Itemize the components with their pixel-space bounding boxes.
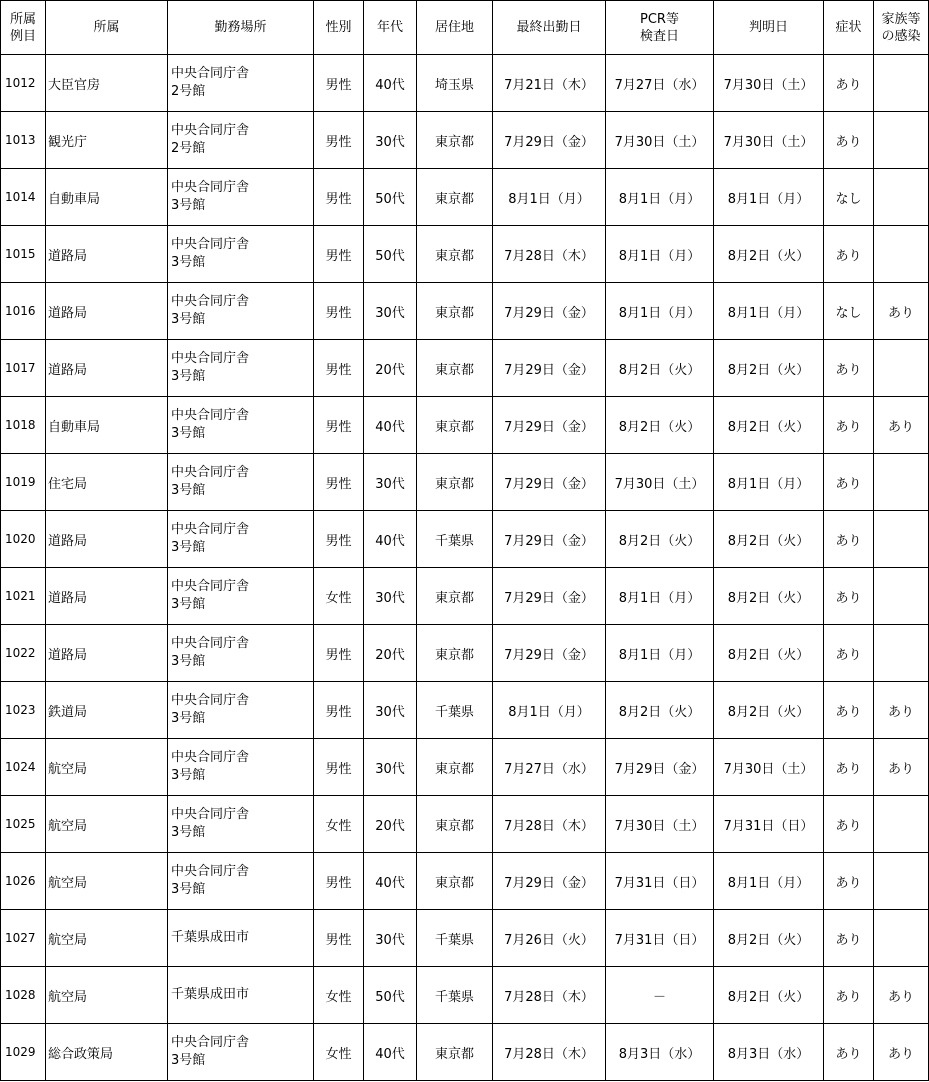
cell-sex: 男性 (314, 853, 364, 910)
cell-sex: 女性 (314, 568, 364, 625)
cell-last-workday: 7月28日（木） (493, 1024, 606, 1081)
cell-department: 鉄道局 (46, 682, 168, 739)
cell-age: 40代 (364, 55, 417, 112)
header-department: 所属 (46, 1, 168, 55)
cell-department: 道路局 (46, 625, 168, 682)
cell-sex: 男性 (314, 511, 364, 568)
cell-confirmed-date: 7月30日（土） (714, 55, 824, 112)
table-row (1, 1024, 929, 1081)
table-row (1, 568, 929, 625)
cell-workplace: 中央合同庁舎 3号館 (168, 226, 314, 283)
cell-sex: 女性 (314, 1024, 364, 1081)
cell-case-number: 1022 (1, 625, 46, 682)
cell-symptoms: あり (824, 112, 874, 169)
cell-workplace: 中央合同庁舎 3号館 (168, 1024, 314, 1081)
cell-workplace: 中央合同庁舎 3号館 (168, 853, 314, 910)
cell-last-workday: 7月28日（木） (493, 796, 606, 853)
cell-age: 30代 (364, 283, 417, 340)
cell-last-workday: 7月28日（木） (493, 226, 606, 283)
cell-family-infection (874, 226, 929, 283)
table-row (1, 796, 929, 853)
cell-department: 航空局 (46, 967, 168, 1024)
cell-confirmed-date: 8月2日（火） (714, 967, 824, 1024)
cell-case-number: 1028 (1, 967, 46, 1024)
cell-pcr-date: 8月2日（火） (606, 511, 714, 568)
cell-department: 住宅局 (46, 454, 168, 511)
cell-confirmed-date: 8月3日（水） (714, 1024, 824, 1081)
cell-workplace: 中央合同庁舎 2号館 (168, 112, 314, 169)
header-last-workday: 最終出勤日 (493, 1, 606, 55)
cell-department: 道路局 (46, 340, 168, 397)
cell-last-workday: 7月27日（水） (493, 739, 606, 796)
cell-pcr-date: 7月27日（水） (606, 55, 714, 112)
cell-confirmed-date: 7月31日（日） (714, 796, 824, 853)
cell-workplace: 中央合同庁舎 3号館 (168, 454, 314, 511)
cell-age: 30代 (364, 682, 417, 739)
cell-family-infection: あり (874, 682, 929, 739)
cell-last-workday: 7月29日（金） (493, 625, 606, 682)
cell-residence: 東京都 (417, 397, 493, 454)
cell-family-infection (874, 625, 929, 682)
cell-age: 40代 (364, 397, 417, 454)
table-row (1, 55, 929, 112)
cell-age: 30代 (364, 568, 417, 625)
cell-age: 40代 (364, 511, 417, 568)
cell-symptoms: あり (824, 340, 874, 397)
cell-age: 50代 (364, 169, 417, 226)
cell-family-infection (874, 796, 929, 853)
cell-confirmed-date: 8月1日（月） (714, 283, 824, 340)
cell-age: 50代 (364, 967, 417, 1024)
cell-workplace: 中央合同庁舎 3号館 (168, 796, 314, 853)
cell-sex: 男性 (314, 739, 364, 796)
cell-pcr-date: － (606, 967, 714, 1024)
header-sex: 性別 (314, 1, 364, 55)
cell-sex: 男性 (314, 625, 364, 682)
header-pcr-date: PCR等 検査日 (606, 1, 714, 55)
cell-residence: 千葉県 (417, 682, 493, 739)
cell-age: 40代 (364, 1024, 417, 1081)
table-row (1, 169, 929, 226)
cell-confirmed-date: 7月30日（土） (714, 112, 824, 169)
cell-last-workday: 7月29日（金） (493, 511, 606, 568)
table-row (1, 454, 929, 511)
cell-department: 道路局 (46, 511, 168, 568)
cell-workplace: 中央合同庁舎 2号館 (168, 55, 314, 112)
cell-family-infection (874, 910, 929, 967)
cell-pcr-date: 7月31日（日） (606, 910, 714, 967)
cell-case-number: 1015 (1, 226, 46, 283)
cell-department: 道路局 (46, 226, 168, 283)
cell-residence: 東京都 (417, 283, 493, 340)
cell-family-infection: あり (874, 283, 929, 340)
cell-symptoms: あり (824, 682, 874, 739)
cell-age: 20代 (364, 625, 417, 682)
cell-workplace: 中央合同庁舎 3号館 (168, 169, 314, 226)
cell-symptoms: あり (824, 511, 874, 568)
cell-department: 自動車局 (46, 169, 168, 226)
cell-last-workday: 7月29日（金） (493, 568, 606, 625)
cell-confirmed-date: 8月2日（火） (714, 340, 824, 397)
cell-symptoms: あり (824, 739, 874, 796)
cell-family-infection (874, 340, 929, 397)
cell-symptoms: あり (824, 568, 874, 625)
cell-residence: 東京都 (417, 739, 493, 796)
cell-sex: 女性 (314, 967, 364, 1024)
cell-case-number: 1019 (1, 454, 46, 511)
cell-confirmed-date: 8月2日（火） (714, 625, 824, 682)
cell-symptoms: あり (824, 397, 874, 454)
cell-residence: 東京都 (417, 853, 493, 910)
cell-symptoms: あり (824, 967, 874, 1024)
cell-last-workday: 8月1日（月） (493, 169, 606, 226)
cell-residence: 千葉県 (417, 910, 493, 967)
cell-residence: 東京都 (417, 454, 493, 511)
cell-case-number: 1013 (1, 112, 46, 169)
cell-case-number: 1012 (1, 55, 46, 112)
cell-last-workday: 7月29日（金） (493, 283, 606, 340)
cell-family-infection (874, 112, 929, 169)
header-residence: 居住地 (417, 1, 493, 55)
cell-last-workday: 7月21日（木） (493, 55, 606, 112)
cell-pcr-date: 7月31日（日） (606, 853, 714, 910)
cell-pcr-date: 8月1日（月） (606, 283, 714, 340)
cell-case-number: 1027 (1, 910, 46, 967)
cell-pcr-date: 7月29日（金） (606, 739, 714, 796)
cell-confirmed-date: 8月1日（月） (714, 454, 824, 511)
cell-department: 航空局 (46, 796, 168, 853)
header-symptoms: 症状 (824, 1, 874, 55)
cell-age: 30代 (364, 910, 417, 967)
header-workplace: 勤務場所 (168, 1, 314, 55)
cell-confirmed-date: 7月30日（土） (714, 739, 824, 796)
cell-age: 30代 (364, 454, 417, 511)
cell-residence: 東京都 (417, 340, 493, 397)
cell-family-infection: あり (874, 967, 929, 1024)
cell-family-infection: あり (874, 1024, 929, 1081)
cell-pcr-date: 7月30日（土） (606, 454, 714, 511)
cell-department: 道路局 (46, 568, 168, 625)
table-row (1, 397, 929, 454)
cell-pcr-date: 8月2日（火） (606, 340, 714, 397)
cell-symptoms: なし (824, 169, 874, 226)
header-row (1, 1, 929, 55)
cell-pcr-date: 7月30日（土） (606, 112, 714, 169)
cell-family-infection (874, 511, 929, 568)
table-row (1, 340, 929, 397)
cell-confirmed-date: 8月2日（火） (714, 568, 824, 625)
cell-age: 20代 (364, 340, 417, 397)
cell-pcr-date: 8月1日（月） (606, 226, 714, 283)
cell-department: 航空局 (46, 910, 168, 967)
cell-workplace: 中央合同庁舎 3号館 (168, 682, 314, 739)
cell-residence: 東京都 (417, 568, 493, 625)
cell-sex: 男性 (314, 340, 364, 397)
cell-case-number: 1017 (1, 340, 46, 397)
cell-workplace: 中央合同庁舎 3号館 (168, 397, 314, 454)
cell-age: 40代 (364, 853, 417, 910)
cell-case-number: 1025 (1, 796, 46, 853)
table-row (1, 910, 929, 967)
header-confirmed-date: 判明日 (714, 1, 824, 55)
cell-age: 30代 (364, 112, 417, 169)
cell-department: 自動車局 (46, 397, 168, 454)
table-row (1, 853, 929, 910)
cell-case-number: 1021 (1, 568, 46, 625)
header-case-number: 所属 例目 (1, 1, 46, 55)
cell-residence: 東京都 (417, 1024, 493, 1081)
cell-department: 大臣官房 (46, 55, 168, 112)
cell-pcr-date: 8月2日（火） (606, 682, 714, 739)
table-row (1, 967, 929, 1024)
cell-workplace: 千葉県成田市 (168, 910, 314, 967)
cell-case-number: 1020 (1, 511, 46, 568)
cell-workplace: 中央合同庁舎 3号館 (168, 283, 314, 340)
cell-confirmed-date: 8月2日（火） (714, 511, 824, 568)
cell-symptoms: あり (824, 454, 874, 511)
cell-residence: 東京都 (417, 625, 493, 682)
table-row (1, 283, 929, 340)
cell-residence: 東京都 (417, 226, 493, 283)
table-row (1, 739, 929, 796)
cell-workplace: 中央合同庁舎 3号館 (168, 625, 314, 682)
cell-workplace: 中央合同庁舎 3号館 (168, 511, 314, 568)
cell-family-infection (874, 169, 929, 226)
cell-case-number: 1026 (1, 853, 46, 910)
cell-symptoms: あり (824, 910, 874, 967)
cell-sex: 男性 (314, 112, 364, 169)
cell-pcr-date: 8月1日（月） (606, 169, 714, 226)
cell-confirmed-date: 8月2日（火） (714, 910, 824, 967)
cell-sex: 男性 (314, 283, 364, 340)
cell-workplace: 中央合同庁舎 3号館 (168, 739, 314, 796)
cell-residence: 千葉県 (417, 967, 493, 1024)
cell-pcr-date: 7月30日（土） (606, 796, 714, 853)
cell-age: 30代 (364, 739, 417, 796)
table-row (1, 511, 929, 568)
cell-sex: 男性 (314, 55, 364, 112)
cell-department: 航空局 (46, 853, 168, 910)
cell-family-infection: あり (874, 739, 929, 796)
cell-case-number: 1018 (1, 397, 46, 454)
header-family-infection: 家族等 の感染 (874, 1, 929, 55)
cell-confirmed-date: 8月2日（火） (714, 397, 824, 454)
cell-residence: 東京都 (417, 112, 493, 169)
cell-case-number: 1029 (1, 1024, 46, 1081)
cell-pcr-date: 8月1日（月） (606, 625, 714, 682)
cell-sex: 男性 (314, 169, 364, 226)
cell-residence: 東京都 (417, 169, 493, 226)
cell-workplace: 中央合同庁舎 3号館 (168, 568, 314, 625)
cell-symptoms: あり (824, 796, 874, 853)
cell-symptoms: あり (824, 625, 874, 682)
cell-department: 道路局 (46, 283, 168, 340)
cell-pcr-date: 8月3日（水） (606, 1024, 714, 1081)
cell-workplace: 中央合同庁舎 3号館 (168, 340, 314, 397)
cell-confirmed-date: 8月2日（火） (714, 226, 824, 283)
cell-sex: 男性 (314, 910, 364, 967)
cell-family-infection (874, 853, 929, 910)
table-row (1, 625, 929, 682)
cell-pcr-date: 8月2日（火） (606, 397, 714, 454)
cell-residence: 東京都 (417, 796, 493, 853)
cell-confirmed-date: 8月2日（火） (714, 682, 824, 739)
cell-symptoms: なし (824, 283, 874, 340)
cell-last-workday: 7月29日（金） (493, 853, 606, 910)
cell-age: 20代 (364, 796, 417, 853)
cell-last-workday: 8月1日（月） (493, 682, 606, 739)
cell-last-workday: 7月29日（金） (493, 340, 606, 397)
table-row (1, 112, 929, 169)
cell-case-number: 1016 (1, 283, 46, 340)
cell-case-number: 1024 (1, 739, 46, 796)
cell-confirmed-date: 8月1日（月） (714, 169, 824, 226)
cell-symptoms: あり (824, 226, 874, 283)
cell-last-workday: 7月26日（火） (493, 910, 606, 967)
cell-sex: 男性 (314, 226, 364, 283)
cell-sex: 男性 (314, 454, 364, 511)
cell-residence: 埼玉県 (417, 55, 493, 112)
cell-family-infection: あり (874, 397, 929, 454)
cell-sex: 女性 (314, 796, 364, 853)
cell-last-workday: 7月29日（金） (493, 454, 606, 511)
cell-last-workday: 7月29日（金） (493, 397, 606, 454)
cell-family-infection (874, 454, 929, 511)
cell-confirmed-date: 8月1日（月） (714, 853, 824, 910)
cell-case-number: 1014 (1, 169, 46, 226)
cell-family-infection (874, 55, 929, 112)
cell-sex: 男性 (314, 397, 364, 454)
header-age: 年代 (364, 1, 417, 55)
cell-workplace: 千葉県成田市 (168, 967, 314, 1024)
cell-last-workday: 7月29日（金） (493, 112, 606, 169)
cell-residence: 千葉県 (417, 511, 493, 568)
cell-pcr-date: 8月1日（月） (606, 568, 714, 625)
cell-symptoms: あり (824, 1024, 874, 1081)
cell-department: 航空局 (46, 739, 168, 796)
cell-department: 総合政策局 (46, 1024, 168, 1081)
cell-family-infection (874, 568, 929, 625)
table-body (1, 55, 929, 1081)
cell-symptoms: あり (824, 55, 874, 112)
cell-age: 50代 (364, 226, 417, 283)
table-row (1, 226, 929, 283)
cell-symptoms: あり (824, 853, 874, 910)
cell-case-number: 1023 (1, 682, 46, 739)
cell-sex: 男性 (314, 682, 364, 739)
cell-department: 観光庁 (46, 112, 168, 169)
cell-last-workday: 7月28日（木） (493, 967, 606, 1024)
table-row (1, 682, 929, 739)
